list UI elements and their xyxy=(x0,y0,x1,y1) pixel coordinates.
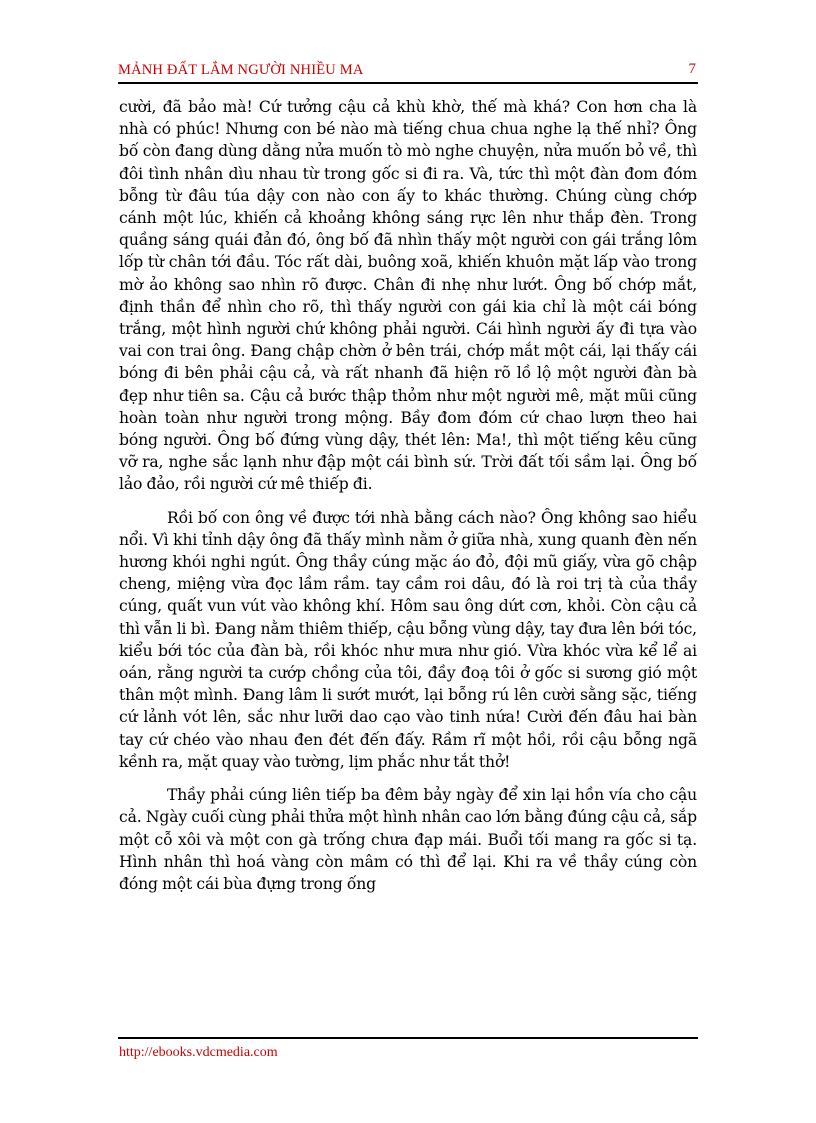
paragraph: Thầy phải cúng liên tiếp ba đêm bảy ngày để xin lại hồn vía cho cậu cả. Ngày cuối cùng phải thửa một hình nhân cao lớn bằng đúng cậu cả, sắp một cỗ xôi và một con gà trống chưa đạp mái. Buổi tối mang ra gốc si tạ. Hình nhân thì hoá vàng còn mâm có thì để lại. Khi ra về thầy cúng còn đóng một cái bùa đựng trong ống xyxy=(119,786,697,893)
paragraph: cười, đã bảo mà! Cứ tưởng cậu cả khù khờ, thế mà khá? Con hơn cha là nhà có phúc! Nhưng con bé nào mà tiếng chua chua nghe lạ thế nhỉ? Ông bố còn đang dùng dằng nửa muốn tò mò nghe chuyện, nửa muốn bỏ về, thì đôi tình nhân dìu nhau từ trong gốc si đi ra. Và, tức thì một đàn đom đóm bỗng từ đâu túa dậy con nào con ấy to khác thường. Chúng cùng chớp cánh một lúc, khiến cả khoảng không sáng rực lên như thắp đèn. Trong quầng sáng quái đản đó, ông bố đã nhìn thấy một người con gái trắng lôm lốp từ chân tới đầu. Tóc rất dài, buông xoã, khiến khuôn mặt lấp vào trong mờ ảo không sao nhìn rõ được. Chân đi nhẹ như lướt. Ông bố chớp mắt, định thần để nhìn cho rõ, thì thấy người con gái kia chỉ là một cái bóng trắng, một hình người chứ không phải người. Cái hình người ấy đi tựa vào vai con trai ông. Đang chập chờn ở bên trái, chớp mắt một cái, lại thấy cái bóng đi bên phải cậu cả, và rất nhanh đã hiện rõ lồ lộ một người đàn bà đẹp như tiên sa. Cậu cả bước thập thỏm như một người mê, mặt mũi cũng hoàn toàn như người trong mộng. Bầy đom đóm cứ chao lượn theo hai bóng người. Ông bố đứng vùng dậy, thét lên: Ma!, thì một tiếng kêu cũng vỡ ra, nghe sắc lạnh như đập một cái bình sứ. Trời đất tối sầm lại. Ông bố lảo đảo, rồi người cứ mê thiếp đi. xyxy=(119,98,697,494)
body-text xyxy=(119,96,697,895)
running-title: MẢNH ĐẤT LẮM NGƯỜI NHIỀU MA xyxy=(118,62,364,78)
footer-divider xyxy=(118,1037,698,1039)
page-number: 7 xyxy=(688,61,696,77)
page-header xyxy=(118,58,698,84)
source-link[interactable]: http://ebooks.vdcmedia.com xyxy=(119,1045,278,1060)
paragraph: Rồi bố con ông về được tới nhà bằng cách nào? Ông không sao hiểu nổi. Vì khi tỉnh dậy ông đã thấy mình nằm ở giữa nhà, xung quanh đèn nến hương khói nghi ngút. Ông thầy cúng mặc áo đỏ, đội mũ giấy, vừa gõ chập cheng, miệng vừa đọc lầm rầm. tay cầm roi dâu, đó là roi trị tà của thầy cúng, quất vun vút vào không khí. Hôm sau ông dứt cơn, khỏi. Còn cậu cả thì vẫn li bì. Đang nằm thiêm thiếp, cậu bỗng vùng dậy, tay đưa lên bới tóc, kiểu bới tóc của đàn bà, rồi khóc như mưa như gió. Vừa khóc vừa kể lể ai oán, rằng người ta cướp chồng của tôi, đầy đoạ tôi ở gốc si sương gió một thân một mình. Đang lâm li sướt mướt, lại bỗng rú lên cười sằng sặc, tiếng cứ lảnh vót lên, sắc như lưỡi dao cạo vào tinh nứa! Cười đến đâu hai bàn tay cứ chéo vào nhau đen đét đến đấy. Rầm rĩ một hồi, rồi cậu bỗng ngã kềnh ra, mặt quay vào tường, lịm phắc như tắt thở! xyxy=(119,508,697,771)
